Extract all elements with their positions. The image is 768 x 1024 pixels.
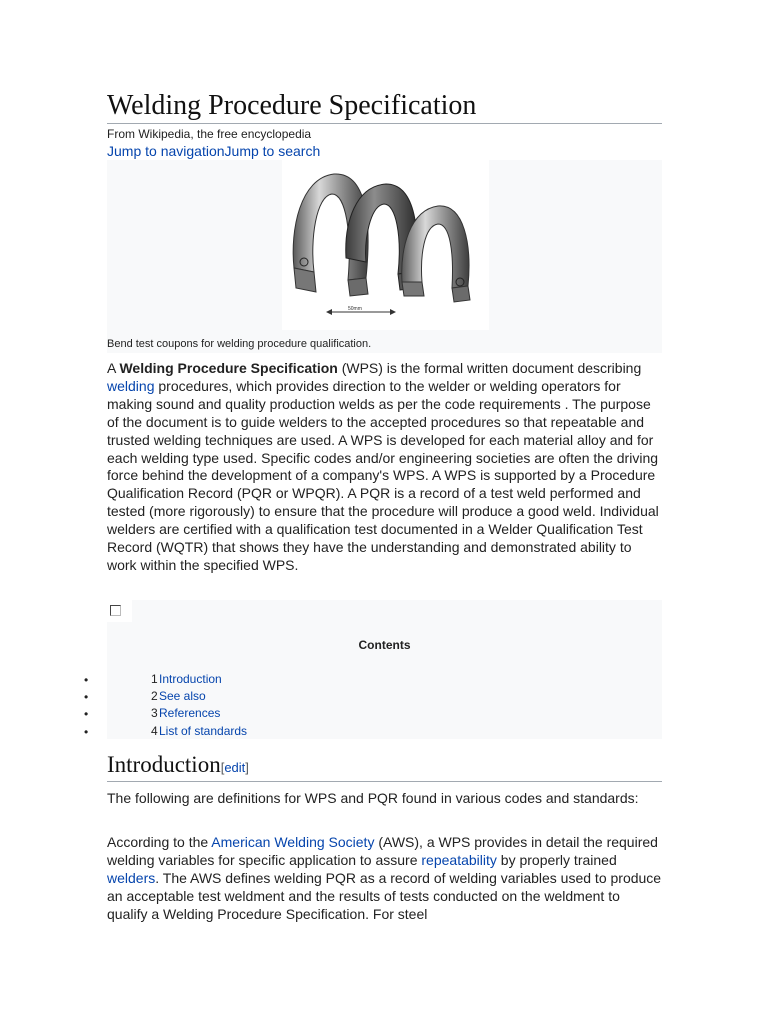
paragraph-text: by properly trained — [496, 851, 617, 868]
paragraph-text: According to the — [107, 834, 212, 850]
paragraph-text: (AWS), a WPS provides in detail the required welding variables for specific application to assure — [107, 834, 658, 868]
toc-link-list-of-standards[interactable]: List of standards — [159, 724, 248, 738]
figure-caption: Bend test coupons for welding procedure qualification. — [107, 338, 372, 350]
title-divider — [107, 123, 662, 124]
edit-section — [221, 760, 249, 775]
toc-item-list-of-standards[interactable] — [0, 724, 300, 741]
lead-text: A — [107, 360, 120, 376]
bend-test-coupons-image[interactable] — [282, 160, 489, 330]
toc-link-see-also[interactable]: See also — [159, 689, 206, 703]
bullet-icon: • — [84, 690, 89, 704]
intro-paragraph-1: The following are definitions for WPS and PQR found in various codes and standards: — [107, 790, 639, 806]
edit-bracket: [ — [220, 760, 225, 775]
lead-text: procedures, which provides direction to the welder or welding operators for making sound and quality production welds as per the code requirements . The purpose of the document is to guide welders to the accepted procedures so that repeatable and trusted welding techniques are used. A WPS is developed for each material alloy and for each welding type used. Specific codes and/or engineering societies are often the driving force behind the development of a company's WPS. A WPS is supported by a Procedure Qualification Record (PQR or WPQR). A PQR is a record of a test weld performed and tested (more rigorously) to ensure that the procedure will produce a good weld. Individual welders are certified with a qualification test documented in a Welder Qualification Test Record (WQTR) that shows they have the understanding and demonstrated ability to work within the specified WPS. — [107, 377, 659, 573]
toc-link-introduction[interactable]: Introduction — [159, 672, 222, 686]
section-divider — [107, 781, 662, 782]
toc-item-introduction[interactable] — [0, 672, 300, 689]
edit-section-link[interactable]: edit — [224, 760, 246, 775]
lead-bold-term: Welding Procedure Specification — [119, 360, 338, 376]
toc-item-number: 3 — [151, 706, 158, 720]
toc-link-references[interactable]: References — [159, 706, 221, 720]
lead-text: (WPS) is the formal written document describing — [337, 360, 642, 376]
section-heading-text: Introduction — [107, 752, 221, 777]
toc-item-number: 2 — [151, 689, 158, 703]
toc-item-see-also[interactable] — [0, 689, 300, 706]
section-heading-introduction — [107, 752, 249, 778]
paragraph-text: . The AWS defines welding PQR as a record of welding variables used to produce an acceptable test weldment and the results of tests conducted on the weldment to qualify a Welding Procedure Specification. For steel — [107, 869, 662, 922]
toc-toggle-checkbox[interactable] — [107, 600, 132, 622]
lead-paragraph — [107, 360, 662, 575]
site-tagline: From Wikipedia, the free encyclopedia — [107, 127, 312, 141]
welders-link[interactable]: welders — [107, 869, 156, 886]
repeatability-link[interactable]: repeatability — [421, 851, 497, 868]
jump-to-navigation-link[interactable]: Jump to navigation — [107, 143, 225, 159]
checkbox-icon — [110, 605, 121, 616]
page-title: Welding Procedure Specification — [107, 90, 477, 121]
lead-figure — [107, 160, 662, 353]
toc-item-number: 1 — [151, 672, 158, 686]
bullet-icon: • — [84, 673, 89, 687]
scale-bar-label: 50mm — [348, 306, 362, 312]
toc-title: Contents — [358, 638, 411, 652]
bend-test-coupons-illustration — [282, 160, 489, 330]
toc-item-number: 4 — [151, 724, 158, 738]
welding-link[interactable]: welding — [107, 377, 155, 394]
toc-item-references[interactable] — [0, 706, 300, 723]
bullet-icon: • — [84, 707, 89, 721]
intro-paragraph-2 — [107, 834, 662, 924]
jump-links — [107, 143, 320, 159]
edit-bracket: ] — [245, 760, 249, 775]
bullet-icon: • — [84, 725, 89, 739]
american-welding-society-link[interactable]: American Welding Society — [211, 834, 375, 850]
jump-to-search-link[interactable]: Jump to search — [224, 143, 321, 159]
